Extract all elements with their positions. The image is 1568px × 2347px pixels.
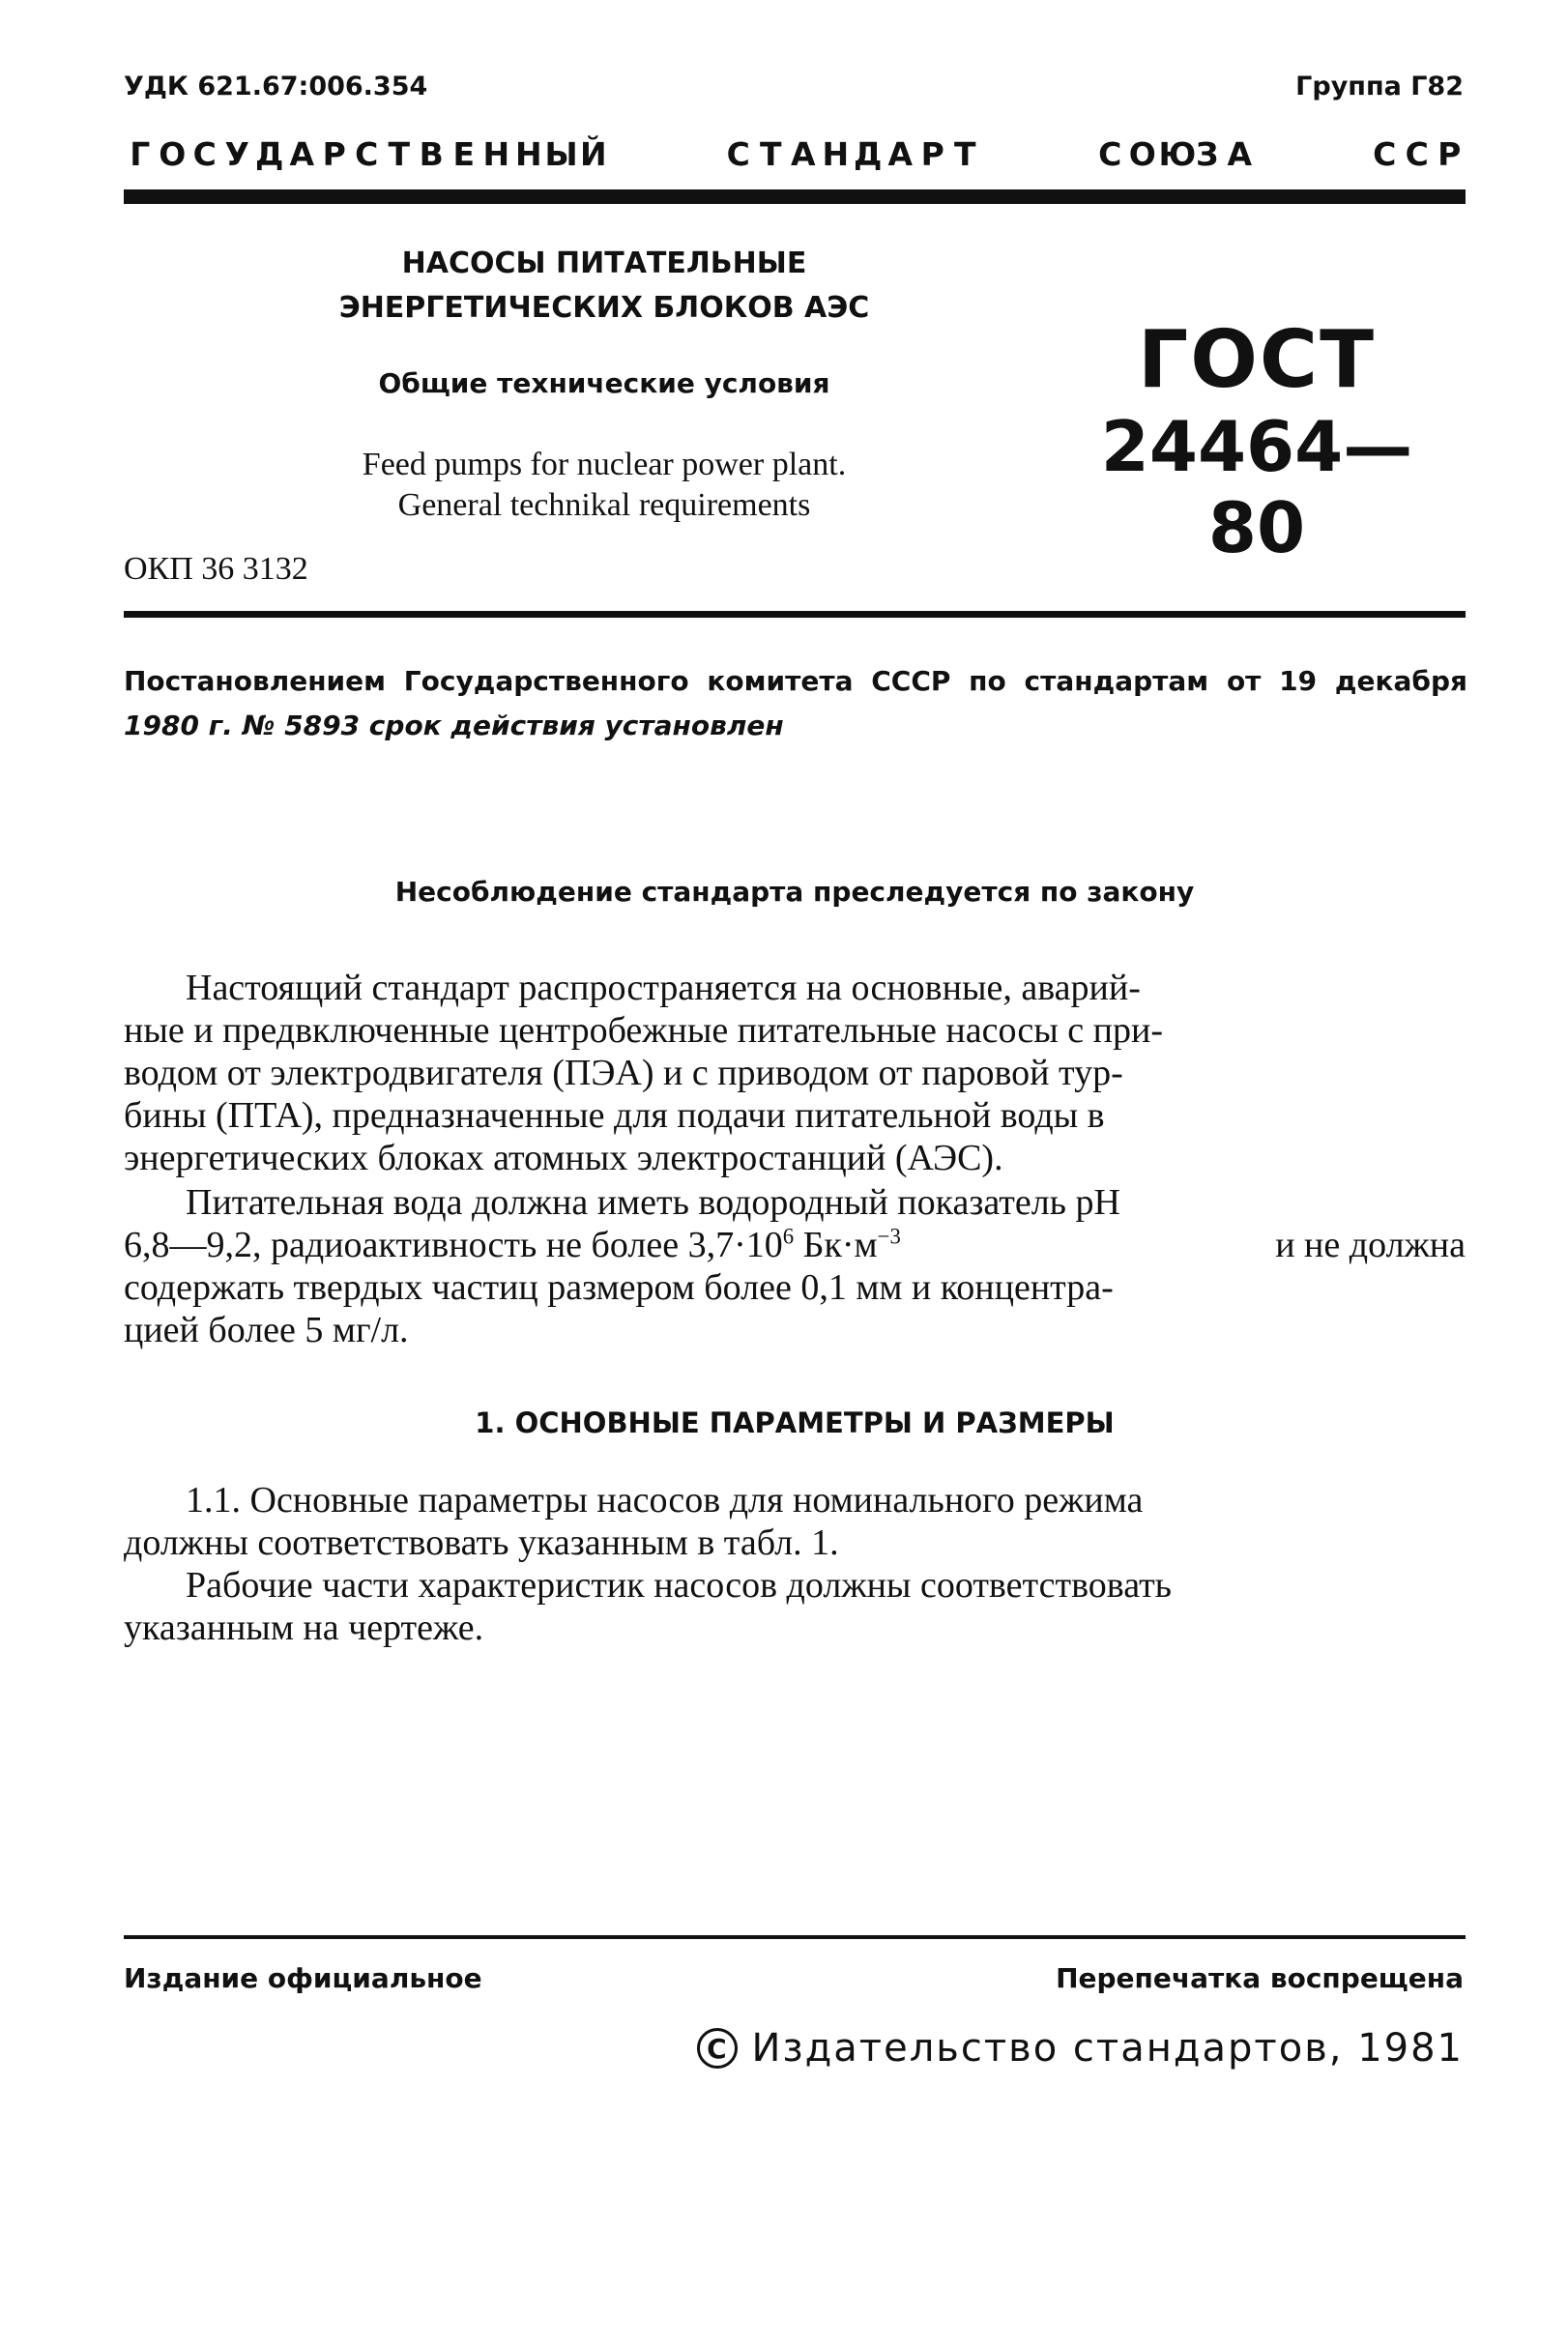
water-line: цией более 5 мг/л. bbox=[124, 1310, 409, 1350]
doc-title-line-2: ЭНЕРГЕТИЧЕСКИХ БЛОКОВ АЭС bbox=[338, 291, 870, 325]
udk-code: УДК 621.67:006.354 bbox=[124, 72, 428, 101]
standard-header-title bbox=[124, 135, 1466, 173]
header-word-4: С С Р bbox=[1373, 135, 1462, 173]
decree-text bbox=[124, 659, 1467, 748]
scope-line: ные и предвключенные центробежные питательные насосы с при- bbox=[124, 1010, 1163, 1051]
doc-title-line-1: НАСОСЫ ПИТАТЕЛЬНЫЕ bbox=[401, 246, 807, 280]
section-line: Рабочие части характеристик насосов должны соответствовать bbox=[186, 1565, 1173, 1606]
gost-number: 24464—80 bbox=[1100, 406, 1413, 568]
okp-code: ОКП 36 3132 bbox=[124, 551, 308, 587]
section-1-title: 1. ОСНОВНЫЕ ПАРАМЕТРЫ И РАЗМЕРЫ bbox=[475, 1406, 1115, 1439]
reprint-notice: Перепечатка воспрещена bbox=[1056, 1962, 1464, 1994]
header-word-2: С Т А Н Д А Р Т bbox=[726, 135, 976, 173]
group-code: Группа Г82 bbox=[1295, 72, 1464, 101]
footer-rule bbox=[124, 1935, 1466, 1939]
water-paragraph bbox=[124, 1181, 1466, 1351]
header-word-1: Г О С У Д А Р С Т В Е Н Н Ы Й bbox=[130, 135, 607, 173]
section-line: указанным на чертеже. bbox=[124, 1608, 484, 1648]
scope-line: энергетических блоках атомных электростанций (АЭС). bbox=[124, 1138, 1003, 1178]
edition-label: Издание официальное bbox=[124, 1962, 482, 1994]
header-word-3: С О Ю З А bbox=[1098, 135, 1253, 173]
decree-line-2: 1980 г. № 5893 срок действия установлен bbox=[124, 710, 784, 741]
water-line: содержать твердых частиц размером более 0,1 мм и концентра- bbox=[124, 1267, 1114, 1308]
section-line: 1.1. Основные параметры насосов для номинального режима bbox=[186, 1480, 1144, 1521]
title-rule bbox=[124, 611, 1466, 618]
gost-label: ГОСТ bbox=[1137, 314, 1377, 406]
water-line: Питательная вода должна иметь водородный показатель pH bbox=[186, 1182, 1120, 1223]
doc-subtitle: Общие технические условия bbox=[378, 367, 830, 399]
publisher-name: Издательство стандартов, 1981 bbox=[751, 2026, 1464, 2071]
english-title-line-2: General technikal requirements bbox=[397, 487, 811, 523]
english-title-line-1: Feed pumps for nuclear power plant. bbox=[362, 447, 847, 482]
decree-line-1: Постановлением Государственного комитета СССР по стандартам от 19 декабря bbox=[124, 665, 1467, 697]
publisher-line bbox=[697, 2026, 1464, 2071]
scope-line: водом от электродвигателя (ПЭА) и с приводом от паровой тур- bbox=[124, 1053, 1123, 1093]
scope-paragraph bbox=[124, 967, 1466, 1179]
header-rule bbox=[124, 189, 1466, 204]
section-1-paragraph-2 bbox=[124, 1564, 1466, 1649]
section-line: должны соответствовать указанным в табл. 1. bbox=[124, 1522, 839, 1563]
english-title bbox=[261, 445, 947, 526]
copyright-icon: C bbox=[697, 2028, 738, 2069]
legal-warning: Несоблюдение стандарта преследуется по закону bbox=[394, 876, 1195, 908]
water-line: 6,8—9,2, радиоактивность не более $3,7\cdot 10^6$ $Бк\cdot м^{-3}$ и не должна bbox=[124, 1224, 1466, 1265]
scope-line: Настоящий стандарт распространяется на основные, аварий- bbox=[186, 968, 1141, 1008]
section-1-paragraph-1 bbox=[124, 1479, 1466, 1564]
scope-line: бины (ПТА), предназначенные для подачи питательной воды в bbox=[124, 1095, 1105, 1136]
